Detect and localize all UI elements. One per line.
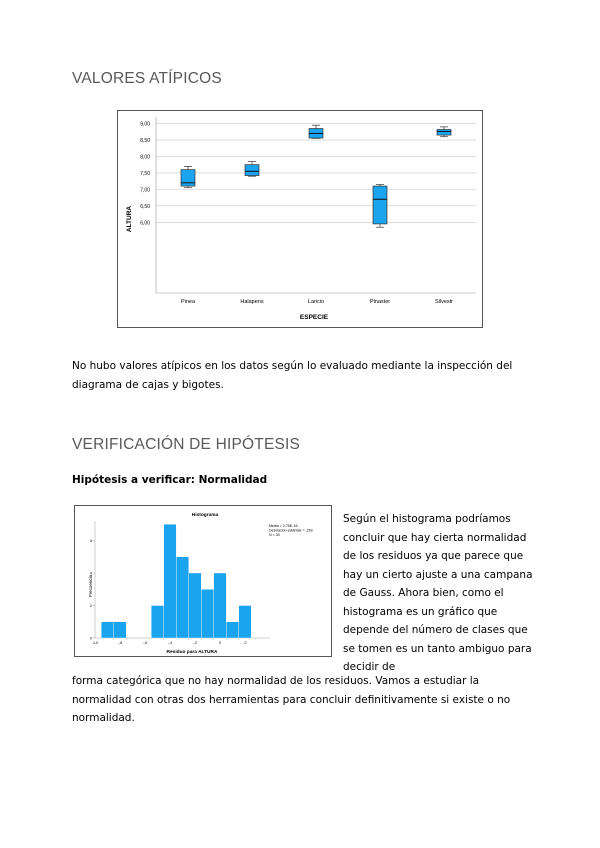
boxplot-box: [245, 165, 259, 176]
section-title-valores-atipicos: VALORES ATÍPICOS: [72, 70, 222, 87]
histogram-ytick-label: 6: [89, 539, 92, 543]
boxplot-xlabel: ESPECIE: [299, 314, 329, 321]
boxplot-category-label: Halapens: [240, 299, 264, 305]
histogram-bar: [151, 606, 164, 639]
boxplot-ytick-label: 7,50: [140, 170, 150, 177]
histogram-chart: [75, 506, 331, 656]
boxplot-category-label: Laricio: [307, 299, 325, 305]
section-title-verificacion: VERIFICACIÓN DE HIPÓTESIS: [72, 436, 301, 453]
histogram-xtick-label: -,4: [167, 641, 173, 645]
boxplot-category-label: Pinea: [180, 299, 196, 305]
boxplot-ylabel: ALTURA: [126, 205, 133, 233]
histogram-legend-line: Media = 2,75E-16: [269, 524, 298, 528]
histogram-ytick-label: 4: [89, 571, 92, 576]
boxplot-box: [181, 170, 195, 186]
histogram-xlabel: Residuo para ALTURA: [166, 650, 218, 655]
histogram-bar: [201, 589, 214, 638]
histogram-xtick-label: 0: [218, 641, 222, 645]
boxplot-box: [373, 186, 387, 224]
boxplot-ytick-label: 6,50: [140, 203, 150, 210]
boxplot-ytick-label: 7,00: [140, 187, 150, 194]
histogram-legend: [269, 524, 313, 537]
boxplot-category-label: Pinaster: [369, 299, 391, 305]
histogram-bar: [176, 557, 189, 638]
boxplot-ytick-label: 8,00: [140, 154, 150, 161]
histogram-bar: [101, 622, 114, 638]
histogram-bar: [226, 622, 239, 638]
boxplot-box: [437, 130, 451, 136]
boxplot-frame: [117, 110, 483, 328]
histogram-xtick-label: -,8: [117, 641, 123, 645]
histogram-xtick-label: ,2: [243, 641, 247, 645]
histogram-xtick-label: -,6: [142, 641, 148, 645]
histogram-bar: [164, 524, 177, 638]
boxplot-ytick-label: 9,00: [140, 121, 150, 128]
histogram-ylabel: Frecuencia: [88, 574, 93, 598]
boxplot-category-label: Silvestr: [434, 299, 454, 305]
side-paragraph: Según el histograma podríamos concluir que hay cierta normalidad de los residuos ya que parece que hay un cierto ajuste a una campana de Gauss. Ahora bien, como el histograma es un gráfico que depende del número de clases que se tomen es un tanto ambiguo para decidir de: [343, 513, 533, 673]
histogram-bar: [239, 606, 252, 639]
histogram-ytick-label: 2: [89, 604, 92, 608]
boxplot-ytick-label: 6,00: [140, 220, 150, 227]
histogram-ytick-label: 0: [89, 636, 92, 641]
boxplot-ytick-label: 8,50: [140, 138, 150, 145]
histogram-xtick-label: -1,0: [91, 641, 99, 645]
histogram-legend-line: Desviación estándar = ,293: [269, 528, 313, 533]
continued-paragraph: forma categórica que no hay normalidad de los residuos. Vamos a estudiar la normalidad con otras dos herramientas para concluir definitivamente si existe o no normalidad.: [72, 675, 511, 724]
histogram-bar: [114, 622, 127, 638]
boxplot-chart: [118, 111, 482, 327]
histogram-title: Histograma: [191, 513, 219, 518]
histogram-legend-line: N = 30: [269, 533, 280, 538]
paragraph-valores-atipicos: No hubo valores atípicos en los datos según lo evaluado mediante la inspección del diagrama de cajas y bigotes.: [72, 360, 513, 391]
histogram-frame: [74, 505, 332, 657]
histogram-bar: [189, 573, 202, 638]
histogram-bar: [214, 573, 227, 638]
subheading-normalidad: Hipótesis a verificar: Normalidad: [72, 474, 268, 486]
histogram-xtick-label: -,2: [192, 641, 198, 645]
